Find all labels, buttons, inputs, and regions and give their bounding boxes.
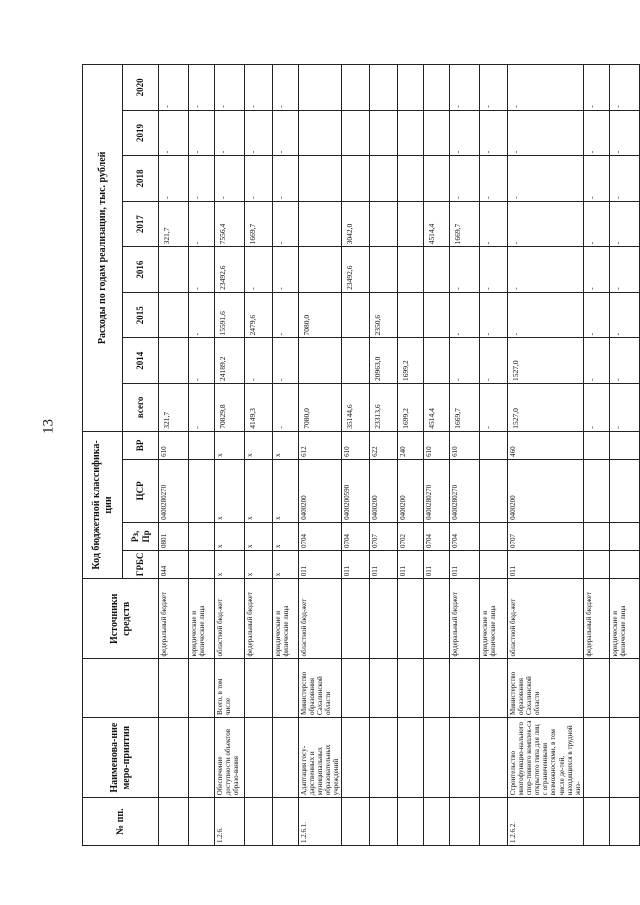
row-number [189, 798, 215, 846]
header-year: 2020 [123, 65, 159, 111]
table-row [609, 65, 639, 846]
year-value: - [583, 247, 609, 293]
row-number [424, 798, 450, 846]
grbs-code [583, 551, 609, 579]
year-value [159, 292, 189, 338]
row-number [342, 798, 370, 846]
year-value: 2479,6 [245, 292, 273, 338]
csr-code: 0400280270 [424, 459, 450, 522]
year-value [159, 338, 189, 384]
activity-name: Строительство многофункцио-нального спор-тивного комплек-са открытого типа для лиц с ограниченными возможностями, в том числе де-тей, находящихся в трудной жиз- [508, 718, 583, 798]
row-number [273, 798, 299, 846]
grbs-code: 011 [424, 551, 450, 579]
table-row [424, 65, 450, 846]
funding-source [424, 579, 450, 659]
activity-name [398, 718, 424, 798]
grbs-code: 011 [370, 551, 398, 579]
year-value: - [189, 292, 215, 338]
year-value: - [508, 292, 583, 338]
year-value [398, 65, 424, 111]
vr-code: 610 [424, 431, 450, 459]
vr-code: 622 [370, 431, 398, 459]
activity-name [189, 718, 215, 798]
row-number [245, 798, 273, 846]
header-year: 2015 [123, 292, 159, 338]
grbs-code [189, 551, 215, 579]
year-value [370, 201, 398, 247]
total-value: 35144,6 [342, 384, 370, 432]
header-year: 2014 [123, 338, 159, 384]
year-value: - [245, 247, 273, 293]
responsible [450, 659, 480, 718]
header-rzpr: Рз, Пр [123, 522, 159, 550]
grbs-code: x [273, 551, 299, 579]
year-value [299, 201, 342, 247]
rzpr-code: 0801 [159, 522, 189, 550]
csr-code: x [273, 459, 299, 522]
year-value: - [273, 338, 299, 384]
year-value: - [159, 156, 189, 202]
row-number: 1.2.6. [215, 798, 245, 846]
header-no: № пп. [83, 798, 159, 846]
year-value: 1699,2 [398, 338, 424, 384]
rzpr-code: 0707 [508, 522, 583, 550]
vr-code: 460 [508, 431, 583, 459]
year-value [398, 247, 424, 293]
grbs-code: x [215, 551, 245, 579]
total-value: 4514,4 [424, 384, 450, 432]
row-number [370, 798, 398, 846]
page-number: 13 [40, 419, 57, 434]
funding-source: федеральный бюджет [159, 579, 189, 659]
year-value: - [189, 201, 215, 247]
year-value: - [273, 65, 299, 111]
vr-code [189, 431, 215, 459]
header-year: 2018 [123, 156, 159, 202]
year-value [370, 110, 398, 156]
header-vr: ВР [123, 431, 159, 459]
year-value: - [480, 65, 508, 111]
vr-code: 610 [342, 431, 370, 459]
rzpr-code: 0707 [370, 522, 398, 550]
year-value: 7556,4 [215, 201, 245, 247]
table-row [215, 65, 245, 846]
year-value [159, 247, 189, 293]
responsible: Министерство образования Сахалинской области [508, 659, 583, 718]
csr-code: 0400280270 [159, 459, 189, 522]
total-value: 70829,8 [215, 384, 245, 432]
responsible [189, 659, 215, 718]
responsible [342, 659, 370, 718]
row-number [609, 798, 639, 846]
header-responsible [83, 659, 159, 718]
funding-source: федеральный бюджет [450, 579, 480, 659]
row-number [583, 798, 609, 846]
table-row [508, 65, 583, 846]
year-value [424, 65, 450, 111]
year-value: - [480, 247, 508, 293]
rzpr-code [609, 522, 639, 550]
vr-code [480, 431, 508, 459]
grbs-code: 011 [450, 551, 480, 579]
activity-name [370, 718, 398, 798]
table-row [370, 65, 398, 846]
year-value: - [480, 338, 508, 384]
year-value: 321,7 [159, 201, 189, 247]
year-value: - [609, 338, 639, 384]
grbs-code [480, 551, 508, 579]
total-value: - [480, 384, 508, 432]
activity-name [480, 718, 508, 798]
year-value: - [508, 201, 583, 247]
responsible [245, 659, 273, 718]
year-value: - [508, 65, 583, 111]
grbs-code: x [245, 551, 273, 579]
funding-source [398, 579, 424, 659]
funding-source: областной бюд-жет [508, 579, 583, 659]
rzpr-code: 0704 [450, 522, 480, 550]
year-value: - [450, 65, 480, 111]
year-value: - [189, 65, 215, 111]
year-value: - [583, 338, 609, 384]
row-number [398, 798, 424, 846]
funding-source: федеральный бюджет [245, 579, 273, 659]
header-sources: Источники средств [83, 579, 159, 659]
total-value: - [609, 384, 639, 432]
year-value [342, 65, 370, 111]
total-value: 7080,0 [299, 384, 342, 432]
year-value: - [189, 338, 215, 384]
csr-code [609, 459, 639, 522]
year-value [342, 156, 370, 202]
year-value: 1669,7 [450, 201, 480, 247]
year-value: - [609, 65, 639, 111]
header-name: Наименова-ние меро-приятия [83, 718, 159, 798]
vr-code: 240 [398, 431, 424, 459]
header-grbs: ГРБС [123, 551, 159, 579]
rzpr-code: x [273, 522, 299, 550]
activity-name [273, 718, 299, 798]
header-year: 2016 [123, 247, 159, 293]
year-value: - [450, 338, 480, 384]
responsible: Всего, в том числе [215, 659, 245, 718]
funding-source: областной бюд-жет [299, 579, 342, 659]
year-value: - [215, 65, 245, 111]
grbs-code: 011 [299, 551, 342, 579]
responsible [609, 659, 639, 718]
vr-code: 612 [299, 431, 342, 459]
grbs-code [609, 551, 639, 579]
table-row [273, 65, 299, 846]
csr-code: x [245, 459, 273, 522]
rzpr-code: 0704 [342, 522, 370, 550]
activity-name [583, 718, 609, 798]
header-budget-code: Код бюджетной классифика-ции [83, 431, 123, 578]
year-value [424, 247, 450, 293]
year-value: - [609, 156, 639, 202]
activity-name [450, 718, 480, 798]
year-value [424, 338, 450, 384]
table-row [480, 65, 508, 846]
year-value: 1527,0 [508, 338, 583, 384]
year-value: 3042,0 [342, 201, 370, 247]
year-value: - [215, 156, 245, 202]
rzpr-code: 0704 [299, 522, 342, 550]
header-year: 2019 [123, 110, 159, 156]
csr-code: 0400200 [508, 459, 583, 522]
table-row [299, 65, 342, 846]
rzpr-code [480, 522, 508, 550]
year-value: - [273, 247, 299, 293]
year-value [299, 65, 342, 111]
year-value [398, 201, 424, 247]
year-value: - [245, 156, 273, 202]
header-expenses: Расходы по годам реализации, тыс. рублей [83, 65, 123, 432]
year-value: - [583, 65, 609, 111]
year-value: - [450, 247, 480, 293]
year-value: - [583, 292, 609, 338]
year-value: - [508, 110, 583, 156]
year-value: - [480, 201, 508, 247]
year-value: - [159, 110, 189, 156]
year-value: - [159, 65, 189, 111]
year-value: - [450, 292, 480, 338]
table-row [159, 65, 189, 846]
csr-code [480, 459, 508, 522]
year-value: - [245, 65, 273, 111]
year-value: - [245, 110, 273, 156]
year-value: - [450, 156, 480, 202]
year-value: - [189, 110, 215, 156]
activity-name [245, 718, 273, 798]
row-number [450, 798, 480, 846]
header-total: всего [123, 384, 159, 432]
rzpr-code [189, 522, 215, 550]
year-value [424, 292, 450, 338]
rzpr-code: 0702 [398, 522, 424, 550]
year-value [370, 156, 398, 202]
vr-code: x [273, 431, 299, 459]
year-value [398, 110, 424, 156]
csr-code: x [215, 459, 245, 522]
year-value: - [480, 110, 508, 156]
total-value: 4149,3 [245, 384, 273, 432]
year-value: 7080,0 [299, 292, 342, 338]
year-value [299, 110, 342, 156]
total-value: 1669,7 [450, 384, 480, 432]
year-value: 24189,2 [215, 338, 245, 384]
year-value: - [215, 110, 245, 156]
year-value [424, 156, 450, 202]
year-value: - [508, 156, 583, 202]
year-value: - [273, 292, 299, 338]
funding-source: юридические и физические лица [189, 579, 215, 659]
year-value: - [273, 201, 299, 247]
budget-table [82, 64, 640, 846]
grbs-code: 011 [398, 551, 424, 579]
responsible [370, 659, 398, 718]
year-value: - [480, 156, 508, 202]
vr-code: 610 [450, 431, 480, 459]
funding-source [370, 579, 398, 659]
row-number: 1.2.6.2. [508, 798, 583, 846]
year-value [370, 247, 398, 293]
table-row [398, 65, 424, 846]
year-value: - [273, 110, 299, 156]
row-number: 1.2.6.1. [299, 798, 342, 846]
activity-name [159, 718, 189, 798]
table-body [159, 65, 640, 846]
rzpr-code: 0704 [424, 522, 450, 550]
year-value: - [583, 110, 609, 156]
year-value: 20963,0 [370, 338, 398, 384]
year-value: - [450, 110, 480, 156]
csr-code: 0400200 [398, 459, 424, 522]
year-value: - [508, 247, 583, 293]
table-row [342, 65, 370, 846]
funding-source: юридические и физические лица [609, 579, 639, 659]
funding-source: юридические и физические лица [273, 579, 299, 659]
csr-code: 0400200590 [342, 459, 370, 522]
table-row [450, 65, 480, 846]
year-value: - [480, 292, 508, 338]
table-row [189, 65, 215, 846]
rzpr-code: x [215, 522, 245, 550]
table-row [245, 65, 273, 846]
responsible [480, 659, 508, 718]
activity-name [609, 718, 639, 798]
activity-name [342, 718, 370, 798]
year-value [342, 292, 370, 338]
total-value: - [583, 384, 609, 432]
year-value [398, 156, 424, 202]
vr-code: x [215, 431, 245, 459]
csr-code [189, 459, 215, 522]
year-value: - [583, 201, 609, 247]
year-value [424, 110, 450, 156]
total-value: - [273, 384, 299, 432]
year-value [342, 338, 370, 384]
responsible [583, 659, 609, 718]
row-number [159, 798, 189, 846]
year-value: 23492,6 [342, 247, 370, 293]
row-number [480, 798, 508, 846]
header-csr: ЦСР [123, 459, 159, 522]
vr-code: x [245, 431, 273, 459]
year-value: - [609, 247, 639, 293]
vr-code [583, 431, 609, 459]
funding-source: областной бюд-жет [215, 579, 245, 659]
total-value: 23313,6 [370, 384, 398, 432]
csr-code [583, 459, 609, 522]
grbs-code: 044 [159, 551, 189, 579]
year-value: 23492,6 [215, 247, 245, 293]
year-value: - [273, 156, 299, 202]
year-value: - [609, 110, 639, 156]
year-value [299, 156, 342, 202]
year-value [299, 247, 342, 293]
table-row [583, 65, 609, 846]
year-value: - [609, 292, 639, 338]
funding-source [342, 579, 370, 659]
responsible [398, 659, 424, 718]
total-value: 1527,0 [508, 384, 583, 432]
year-value: 4514,4 [424, 201, 450, 247]
responsible [159, 659, 189, 718]
year-value [299, 338, 342, 384]
grbs-code: 011 [508, 551, 583, 579]
vr-code [609, 431, 639, 459]
year-value: 1669,7 [245, 201, 273, 247]
total-value: - [189, 384, 215, 432]
vr-code: 610 [159, 431, 189, 459]
rzpr-code [583, 522, 609, 550]
year-value: 2350,6 [370, 292, 398, 338]
year-value: 15591,6 [215, 292, 245, 338]
rzpr-code: x [245, 522, 273, 550]
year-value: - [245, 338, 273, 384]
responsible [424, 659, 450, 718]
activity-name: Обеспечение доступности объектов образо-вания [215, 718, 245, 798]
csr-code: 0400200 [370, 459, 398, 522]
responsible: Министерство образования Сахалинской области [299, 659, 342, 718]
header-year: 2017 [123, 201, 159, 247]
grbs-code: 011 [342, 551, 370, 579]
total-value: 1699,2 [398, 384, 424, 432]
year-value [398, 292, 424, 338]
year-value: - [583, 156, 609, 202]
year-value: - [609, 201, 639, 247]
funding-source: юридические и физические лица [480, 579, 508, 659]
csr-code: 0400200 [299, 459, 342, 522]
year-value: - [189, 247, 215, 293]
total-value: 321,7 [159, 384, 189, 432]
activity-name: Адаптация госу-дарственных и муниципальных образовательных учреждений [299, 718, 342, 798]
year-value [342, 110, 370, 156]
budget-table-sheet [82, 64, 627, 846]
year-value [370, 65, 398, 111]
csr-code: 0400280270 [450, 459, 480, 522]
responsible [273, 659, 299, 718]
funding-source: федеральный бюджет [583, 579, 609, 659]
activity-name [424, 718, 450, 798]
year-value: - [189, 156, 215, 202]
